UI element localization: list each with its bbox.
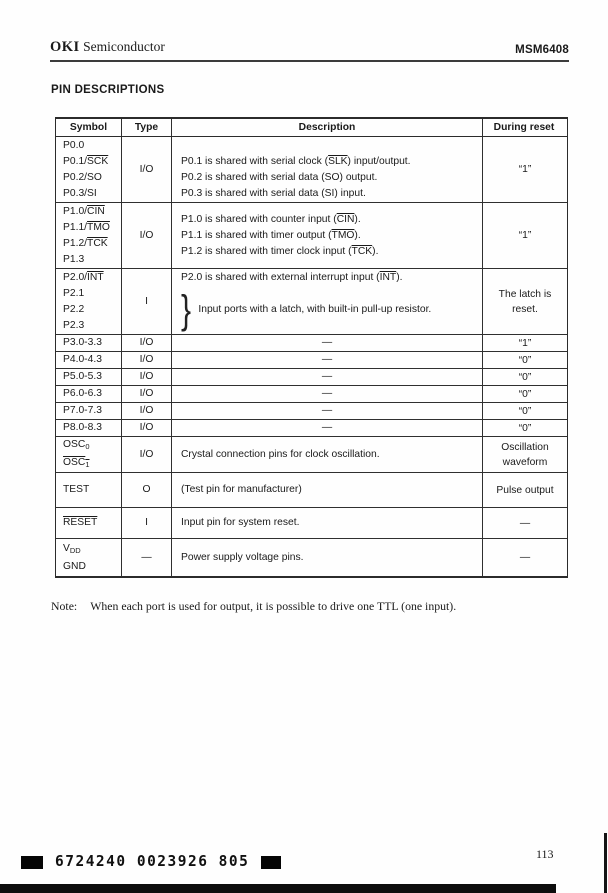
table-row [56, 437, 567, 473]
type-cell: I/O [122, 352, 172, 368]
type-cell: I/O [122, 137, 172, 202]
during-reset-cell: “0” [518, 354, 532, 366]
description-cell: — [172, 369, 483, 385]
footnote-label: Note: [51, 599, 78, 613]
during-reset-cell: “0” [518, 371, 532, 383]
page-title: PIN DESCRIPTIONS [51, 84, 165, 96]
table-row [56, 403, 567, 420]
description-cell: P2.0 is shared with external interrupt input $(\overline{INT})$. } Input ports with a latch, with built-in pull-up resistor. [172, 269, 483, 334]
footer-code-row [21, 854, 281, 870]
table-row [56, 420, 567, 437]
table-row [56, 335, 567, 352]
description-cell: Crystal connection pins for clock oscillation. [172, 437, 483, 472]
description-cell: — [172, 420, 483, 436]
header-cell-description: Description [172, 119, 483, 136]
during-reset-cell: Pulse output [496, 484, 554, 496]
during-reset-cell: “1” [518, 230, 532, 241]
table-row [56, 203, 567, 269]
ink-block-left [21, 856, 43, 869]
table-row [56, 508, 567, 539]
table-header-row [56, 119, 567, 137]
header-cell-type: Type [122, 119, 172, 136]
brand-logo-oki: OKI [50, 39, 80, 55]
brace-note: Input ports with a latch, with built-in pull-up resistor. [198, 304, 432, 315]
during-reset-cell: “0” [518, 422, 532, 434]
footer-code: 6724240 0023926 805 [55, 853, 250, 871]
brace-icon: } [181, 287, 192, 332]
during-reset-cell: — [519, 552, 531, 563]
description-cell: — [172, 403, 483, 419]
document-header [50, 39, 569, 62]
header-cell-during-reset: During reset [493, 122, 555, 133]
symbol-cell: P6.0-6.3 [56, 386, 122, 402]
footnote-text: When each port is used for output, it is possible to drive one TTL (one input). [90, 599, 457, 613]
type-cell: I/O [122, 420, 172, 436]
group-brace-row [181, 286, 431, 334]
table-row [56, 352, 567, 369]
pin-descriptions-table [55, 117, 568, 578]
description-cell: (Test pin for manufacturer) [172, 473, 483, 507]
type-cell: I/O [122, 386, 172, 402]
during-reset-cell: The latch is reset. [498, 288, 552, 315]
description-cell: — [172, 386, 483, 402]
table-row [56, 473, 567, 508]
type-cell: I/O [122, 369, 172, 385]
description-cell: Power supply voltage pins. [172, 539, 483, 576]
footnote [51, 599, 456, 614]
table-row [56, 137, 567, 203]
table-row [56, 539, 567, 576]
page-number: 113 [536, 847, 554, 861]
symbol-cell: VDD GND [56, 539, 122, 576]
ink-block-right [261, 856, 281, 869]
symbol-cell: TEST [56, 473, 122, 507]
table-row [56, 269, 567, 335]
type-cell: I/O [122, 335, 172, 351]
during-reset-cell: Oscillation waveform [501, 441, 549, 468]
bottom-scan-bar [0, 884, 556, 893]
type-cell: I/O [122, 203, 172, 268]
symbol-cell: OSC0 $\overline{OSC}1$ [56, 437, 122, 472]
during-reset-cell: “1” [518, 337, 532, 349]
table-row [56, 369, 567, 386]
page-edge-mark [604, 833, 607, 893]
type-cell: I/O [122, 437, 172, 472]
header-cell-symbol: Symbol [56, 119, 122, 136]
table-row [56, 386, 567, 403]
symbol-cell: P7.0-7.3 [56, 403, 122, 419]
part-number: MSM6408 [515, 44, 569, 56]
description-cell: — [172, 335, 483, 351]
during-reset-cell: “0” [518, 405, 532, 417]
table-body [56, 137, 567, 576]
symbol-cell: RESET [56, 508, 122, 538]
symbol-cell: P4.0-4.3 [56, 352, 122, 368]
symbol-cell: $P1.0/\overline{CIN}$ $P1.1/\overline{TMO}$ $P1.2/\overline{TCK}$ P1.3 [56, 203, 122, 268]
during-reset-cell: “0” [518, 388, 532, 400]
description-cell: P0.1 is shared with serial clock $(\overline{SLK})$ input/output. P0.2 is shared with serial data (SO) output. P0.3 is shared with serial data (SI) input. [172, 137, 483, 202]
during-reset-cell: “1” [518, 164, 532, 175]
brand-logo [50, 39, 165, 56]
type-cell: I/O [122, 403, 172, 419]
symbol-cell: P3.0-3.3 [56, 335, 122, 351]
type-cell: I [122, 269, 172, 334]
description-cell: P1.0 is shared with counter input $(\overline{CIN})$. P1.1 is shared with timer output $(\overline{TMO})$. P1.2 is shared with timer clock input $(\overline{TCK})$. [172, 203, 483, 268]
type-cell: O [122, 473, 172, 507]
description-cell: Input pin for system reset. [172, 508, 483, 538]
symbol-cell: P5.0-5.3 [56, 369, 122, 385]
type-cell: — [122, 539, 172, 576]
type-cell: I [122, 508, 172, 538]
brand-logo-semiconductor: Semiconductor [79, 39, 165, 54]
symbol-cell: P8.0-8.3 [56, 420, 122, 436]
during-reset-cell: — [519, 517, 531, 529]
description-cell: — [172, 352, 483, 368]
symbol-cell: P0.0 $P0.1/\overline{SCK}$ P0.2/SO P0.3/SI [56, 137, 122, 202]
symbol-cell: $P2.0/\overline{INT}$ P2.1 P2.2 P2.3 [56, 269, 122, 334]
